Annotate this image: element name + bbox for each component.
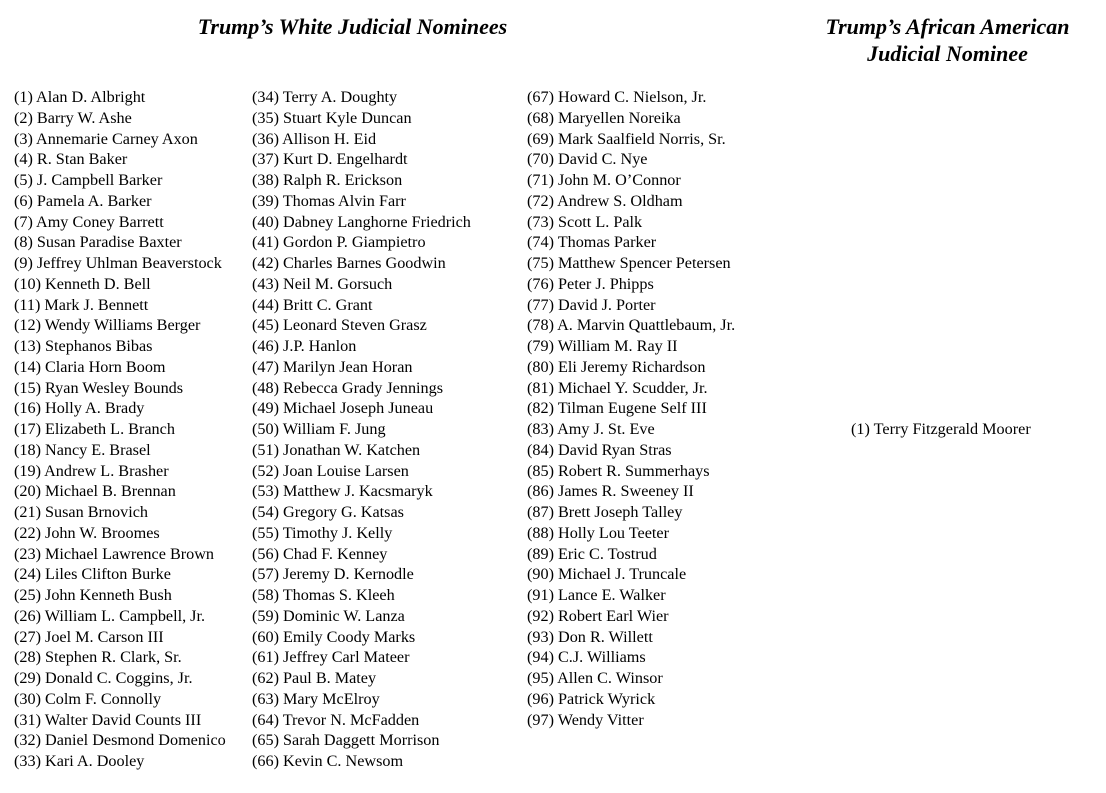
nominee-list-item: (70) David C. Nye	[527, 150, 648, 169]
nominee-list-item: (71) John M. O’Connor	[527, 171, 681, 189]
nominee-list-item: (50) William F. Jung	[252, 420, 386, 438]
nominee-list-item: (27) Joel M. Carson III	[14, 627, 164, 646]
nominee-list-item: (32) Daniel Desmond Domenico	[14, 731, 226, 750]
nominee-list-item: (26) William L. Campbell, Jr.	[14, 606, 206, 625]
nominee-list-item: (10) Kenneth D. Bell	[14, 274, 151, 293]
nominee-list-item: (43) Neil M. Gorsuch	[252, 274, 393, 293]
nominee-list-item: (76) Peter J. Phipps	[527, 274, 654, 293]
nominee-list-item: (30) Colm F. Connolly	[14, 689, 162, 708]
nominee-list-item: (55) Timothy J. Kelly	[252, 523, 393, 542]
nominee-list-item: (49) Michael Joseph Juneau	[252, 399, 434, 418]
nominee-list-item: (2) Barry W. Ashe	[14, 108, 132, 127]
nominee-list-item: (52) Joan Louise Larsen	[252, 461, 409, 480]
nominee-list-item: (15) Ryan Wesley Bounds	[14, 378, 184, 397]
nominee-list-item: (88) Holly Lou Teeter	[527, 523, 669, 542]
nominee-list-item: (22) John W. Broomes	[14, 523, 160, 542]
nominee-list-item: (29) Donald C. Coggins, Jr.	[14, 669, 193, 687]
nominee-list-item: (65) Sarah Daggett Morrison	[252, 731, 440, 750]
nominee-list-item: (36) Allison H. Eid	[252, 129, 377, 148]
nominee-list-item: (95) Allen C. Winsor	[527, 669, 663, 687]
nominee-list-item: (85) Robert R. Summerhays	[527, 461, 710, 480]
nominee-list-item: (12) Wendy Williams Berger	[14, 316, 201, 335]
nominee-list-item: (4) R. Stan Baker	[14, 150, 128, 169]
nominee-list-item: (7) Amy Coney Barrett	[14, 212, 164, 231]
nominee-list-item: (94) C.J. Williams	[527, 648, 646, 667]
nominee-list-item: (20) Michael B. Brennan	[14, 482, 176, 501]
nominee-list-item: (44) Britt C. Grant	[252, 295, 373, 314]
african-american-title-line-1: Trump’s African American	[825, 14, 1070, 39]
nominee-list-item: (81) Michael Y. Scudder, Jr.	[527, 378, 708, 397]
nominee-list-item: (28) Stephen R. Clark, Sr.	[14, 648, 182, 667]
nominee-list-item: (67) Howard C. Nielson, Jr.	[527, 88, 707, 106]
nominee-list-item: (46) J.P. Hanlon	[252, 337, 357, 355]
nominee-list-item: (59) Dominic W. Lanza	[252, 606, 405, 625]
nominee-list-item: (38) Ralph R. Erickson	[252, 171, 403, 189]
african-american-nominee-entry: (1) Terry Fitzgerald Moorer	[851, 420, 1031, 438]
nominee-list-item: (74) Thomas Parker	[527, 233, 657, 252]
nominee-list-item: (17) Elizabeth L. Branch	[14, 420, 175, 438]
nominee-list-item: (35) Stuart Kyle Duncan	[252, 108, 412, 127]
nominee-list-item: (53) Matthew J. Kacsmaryk	[252, 482, 433, 501]
nominee-list-item: (58) Thomas S. Kleeh	[252, 586, 395, 604]
white-nominees-column-3	[527, 87, 827, 730]
nominee-list-item: (24) Liles Clifton Burke	[14, 565, 171, 584]
nominee-list-item: (79) William M. Ray II	[527, 337, 678, 355]
nominee-list-item: (83) Amy J. St. Eve	[527, 420, 655, 438]
african-american-nominee-title	[790, 13, 1105, 67]
nominee-list-item: (42) Charles Barnes Goodwin	[252, 254, 446, 272]
african-american-title-line-2: Judicial Nominee	[867, 41, 1028, 66]
nominee-list-item: (6) Pamela A. Barker	[14, 191, 152, 210]
nominee-list-item: (9) Jeffrey Uhlman Beaverstock	[14, 254, 222, 272]
nominee-list-item: (78) A. Marvin Quattlebaum, Jr.	[527, 316, 736, 335]
nominee-list-item: (63) Mary McElroy	[252, 689, 380, 708]
nominee-list-item: (64) Trevor N. McFadden	[252, 710, 420, 729]
nominee-list-item: (41) Gordon P. Giampietro	[252, 233, 426, 252]
nominee-list-item: (5) J. Campbell Barker	[14, 171, 163, 189]
nominee-list-item: (86) James R. Sweeney II	[527, 482, 694, 501]
nominee-list-item: (96) Patrick Wyrick	[527, 689, 656, 708]
nominee-list-item: (77) David J. Porter	[527, 295, 656, 314]
nominee-list-item: (73) Scott L. Palk	[527, 212, 643, 231]
nominee-list-item: (62) Paul B. Matey	[252, 669, 377, 687]
nominee-list-item: (3) Annemarie Carney Axon	[14, 129, 198, 148]
nominee-list-item: (68) Maryellen Noreika	[527, 108, 681, 127]
nominee-list-item: (54) Gregory G. Katsas	[252, 503, 404, 521]
white-nominees-column-2	[252, 87, 520, 772]
nominee-list-item: (56) Chad F. Kenney	[252, 544, 388, 563]
nominee-list-item: (25) John Kenneth Bush	[14, 586, 172, 604]
nominee-list-item: (40) Dabney Langhorne Friedrich	[252, 212, 471, 231]
nominee-list-item: (14) Claria Horn Boom	[14, 357, 166, 376]
nominee-list-item: (37) Kurt D. Engelhardt	[252, 150, 408, 169]
nominee-list-item: (91) Lance E. Walker	[527, 586, 666, 604]
nominee-list-item: (72) Andrew S. Oldham	[527, 191, 683, 210]
nominee-list-item: (18) Nancy E. Brasel	[14, 440, 151, 459]
nominee-list-item: (8) Susan Paradise Baxter	[14, 233, 182, 252]
nominee-list-item: (82) Tilman Eugene Self III	[527, 399, 707, 418]
nominee-list-item: (97) Wendy Vitter	[527, 710, 644, 729]
nominee-list-item: (66) Kevin C. Newsom	[252, 752, 404, 770]
nominee-list-item: (34) Terry A. Doughty	[252, 88, 398, 106]
nominee-list-item: (1) Alan D. Albright	[14, 88, 146, 106]
nominee-list-item: (19) Andrew L. Brasher	[14, 461, 169, 480]
nominee-list-item: (39) Thomas Alvin Farr	[252, 191, 406, 210]
nominee-list-item: (60) Emily Coody Marks	[252, 627, 416, 646]
white-nominees-title: Trump’s White Judicial Nominees	[197, 14, 508, 39]
nominee-list-item: (13) Stephanos Bibas	[14, 337, 153, 355]
nominee-list-item: (61) Jeffrey Carl Mateer	[252, 648, 410, 667]
nominee-list-item: (33) Kari A. Dooley	[14, 752, 145, 770]
nominee-list-item: (48) Rebecca Grady Jennings	[252, 378, 444, 397]
nominee-list-item: (80) Eli Jeremy Richardson	[527, 357, 706, 376]
nominee-list-item: (92) Robert Earl Wier	[527, 606, 669, 625]
nominee-list-item: (31) Walter David Counts III	[14, 710, 202, 729]
nominee-list-item: (93) Don R. Willett	[527, 627, 653, 646]
nominee-list-item: (47) Marilyn Jean Horan	[252, 357, 413, 376]
nominee-list-item: (89) Eric C. Tostrud	[527, 544, 657, 563]
nominee-list-item: (21) Susan Brnovich	[14, 503, 148, 521]
nominee-list-item: (84) David Ryan Stras	[527, 440, 672, 459]
white-nominees-column-1	[14, 87, 247, 772]
nominee-list-item: (11) Mark J. Bennett	[14, 295, 149, 314]
nominee-list-item: (45) Leonard Steven Grasz	[252, 316, 427, 335]
nominee-list-item: (51) Jonathan W. Katchen	[252, 440, 421, 459]
nominee-list-item: (57) Jeremy D. Kernodle	[252, 565, 414, 584]
nominee-list-item: (90) Michael J. Truncale	[527, 565, 687, 584]
nominee-list-item: (87) Brett Joseph Talley	[527, 503, 683, 521]
nominee-list-item: (23) Michael Lawrence Brown	[14, 544, 215, 563]
nominee-list-item: (75) Matthew Spencer Petersen	[527, 254, 731, 272]
nominee-list-item: (69) Mark Saalfield Norris, Sr.	[527, 129, 726, 148]
nominee-list-item: (16) Holly A. Brady	[14, 399, 145, 418]
